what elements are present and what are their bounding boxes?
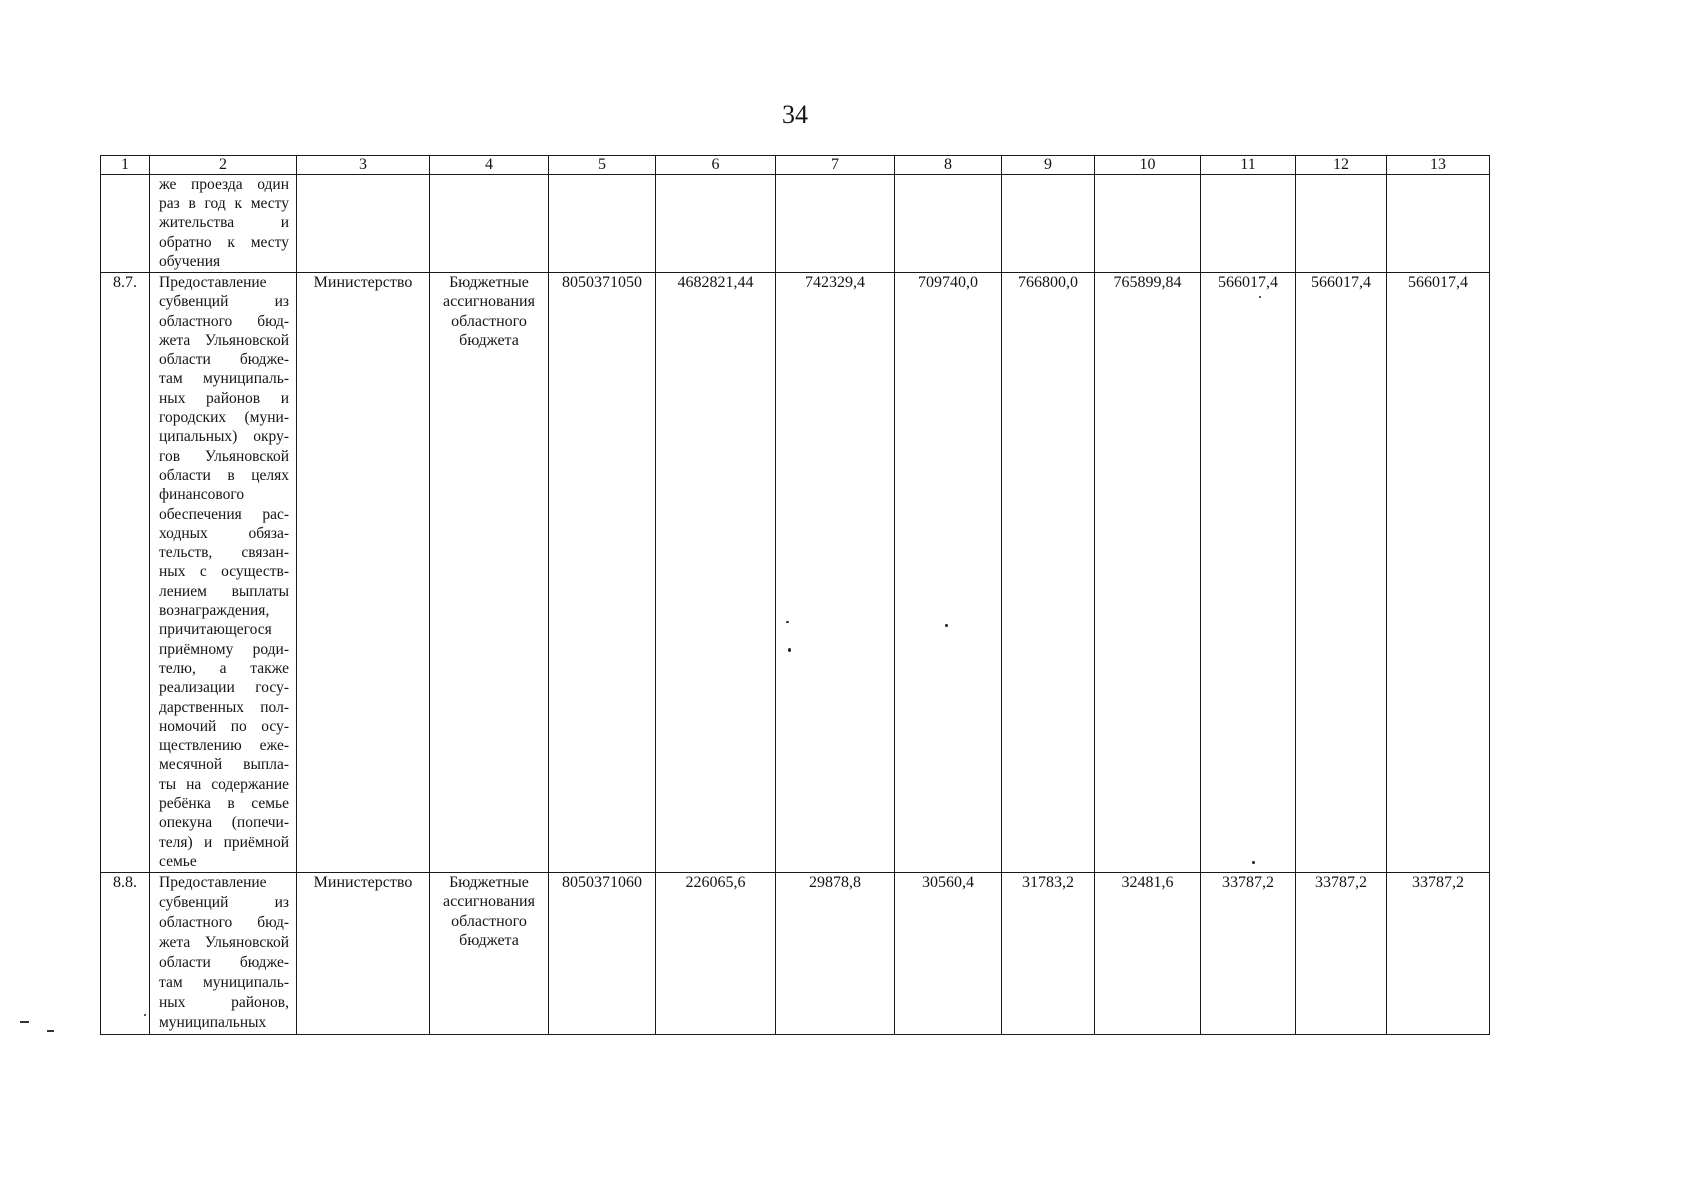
row-8-8-amount-col-13: 33787,2	[1387, 873, 1490, 1035]
header-col-9: 9	[1002, 155, 1095, 175]
row-continued-amount-col-10	[1095, 175, 1201, 273]
measure-name-line: жета Ульяновской	[159, 331, 289, 349]
measure-name-line: телю, а также	[159, 659, 289, 677]
measure-name-line: опекуна (попечи-	[159, 814, 289, 832]
scan-speck	[1252, 861, 1255, 864]
scan-speck	[1259, 296, 1261, 298]
row-8-7-code: 8050371050	[549, 273, 656, 873]
row-8-8-amount-col-10: 32481,6	[1095, 873, 1201, 1035]
measure-name-line: жета Ульяновской	[159, 934, 289, 951]
row-8-8-amount-col-8: 30560,4	[895, 873, 1002, 1035]
header-col-11: 11	[1201, 155, 1296, 175]
measure-name-line: семье	[159, 852, 197, 870]
measure-name-line: раз в год к месту	[159, 195, 289, 213]
measure-name-line: гов Ульяновской	[159, 447, 289, 465]
funding-source-line: ассигнования	[443, 293, 535, 311]
measure-name-line: дарственных пол-	[159, 698, 289, 716]
measure-name-line: Предоставление	[159, 274, 267, 291]
row-8-7-amount-col-13: 566017,4	[1387, 273, 1490, 873]
row-8-8-amount-col-6: 226065,6	[656, 873, 776, 1035]
scan-speck	[945, 624, 948, 627]
measure-name-line: теля) и приёмной	[159, 833, 289, 851]
scan-speck	[47, 1030, 54, 1032]
row-8-7-amount-col-7: 742329,4	[776, 273, 895, 873]
measure-name-line: области бюдже-	[159, 351, 289, 369]
measure-name-line: приёмному роди-	[159, 640, 289, 658]
scan-speck	[788, 648, 791, 652]
measure-name-line: лением выплаты	[159, 582, 289, 600]
measure-name-line: обучения	[159, 252, 221, 270]
measure-name-line: ципальных) окру-	[159, 428, 289, 446]
header-col-4: 4	[430, 155, 549, 175]
measure-name-line: ных районов,	[159, 994, 289, 1011]
row-8-8-amount-col-11: 33787,2	[1201, 873, 1296, 1035]
row-8-8-amount-col-7: 29878,8	[776, 873, 895, 1035]
scan-speck	[144, 1014, 146, 1016]
header-col-2: 2	[150, 155, 297, 175]
measure-name-line: финансового	[159, 486, 245, 504]
row-continued-amount-col-7	[776, 175, 895, 273]
row-8-7-amount-col-6: 4682821,44	[656, 273, 776, 873]
header-col-10: 10	[1095, 155, 1201, 175]
budget-table	[100, 155, 1490, 1035]
measure-name-line: областного бюд-	[159, 914, 289, 931]
measure-name-line: жительства и	[159, 214, 289, 232]
funding-source-line: Бюджетные	[449, 874, 529, 891]
funding-source-line: областного	[451, 312, 527, 330]
scan-speck	[786, 621, 789, 623]
measure-name-line: ных с осуществ-	[159, 563, 289, 581]
header-col-8: 8	[895, 155, 1002, 175]
row-8-7-executor: Министерство	[297, 273, 430, 873]
measure-name-line: городских (муни-	[159, 409, 289, 427]
row-8-7-amount-col-10: 765899,84	[1095, 273, 1201, 873]
funding-source-line: областного	[451, 912, 527, 930]
header-col-13: 13	[1387, 155, 1490, 175]
measure-name-line: причитающегося	[159, 621, 272, 639]
row-continued-code	[549, 175, 656, 273]
row-continued-amount-col-11	[1201, 175, 1296, 273]
row-8-8-executor: Министерство	[297, 873, 430, 1035]
measure-name-line: ребёнка в семье	[159, 795, 289, 813]
header-col-6: 6	[656, 155, 776, 175]
row-continued-executor	[297, 175, 430, 273]
header-col-12: 12	[1296, 155, 1387, 175]
measure-name-line: реализации госу-	[159, 679, 289, 697]
measure-name-line: субвенций из	[159, 293, 289, 311]
measure-name-line: там муниципаль-	[159, 370, 289, 388]
row-continued-measure-name	[150, 175, 297, 273]
row-continued-amount-col-12	[1296, 175, 1387, 273]
header-col-1: 1	[100, 155, 150, 175]
measure-name-line: Предоставление	[159, 874, 267, 891]
row-continued-number	[100, 175, 150, 273]
measure-name-line: области в целях	[159, 466, 289, 484]
row-continued-amount-col-8	[895, 175, 1002, 273]
row-continued-amount-col-9	[1002, 175, 1095, 273]
header-col-5: 5	[549, 155, 656, 175]
row-8-7-number: 8.7.	[100, 273, 150, 873]
row-8-8-funding-source	[430, 873, 549, 1035]
measure-name-line: обеспечения рас-	[159, 505, 289, 523]
row-continued-funding-source	[430, 175, 549, 273]
scan-speck	[20, 1021, 29, 1023]
funding-source-line: ассигнования	[443, 893, 535, 911]
row-continued-amount-col-6	[656, 175, 776, 273]
measure-name-line: муниципальных	[159, 1014, 267, 1031]
measure-name-line: месячной выпла-	[159, 756, 289, 774]
header-col-3: 3	[297, 155, 430, 175]
measure-name-line: тельств, связан-	[159, 544, 289, 562]
funding-source-line: бюджета	[459, 331, 519, 349]
measure-name-line: там муниципаль-	[159, 974, 289, 991]
measure-name-line: обратно к месту	[159, 233, 289, 251]
row-8-8-measure-name	[150, 873, 297, 1035]
measure-name-line: номочий по осу-	[159, 717, 289, 735]
row-8-8-code: 8050371060	[549, 873, 656, 1035]
row-8-7-measure-name	[150, 273, 297, 873]
page-number: 34	[782, 100, 808, 129]
row-8-7-amount-col-8: 709740,0	[895, 273, 1002, 873]
header-col-7: 7	[776, 155, 895, 175]
row-8-8-amount-col-12: 33787,2	[1296, 873, 1387, 1035]
measure-name-line: областного бюд-	[159, 312, 289, 330]
measure-name-line: области бюдже-	[159, 954, 289, 971]
row-8-7-amount-col-12: 566017,4	[1296, 273, 1387, 873]
funding-source-line: Бюджетные	[449, 274, 529, 291]
row-continued-amount-col-13	[1387, 175, 1490, 273]
row-8-7-funding-source	[430, 273, 549, 873]
row-8-8-amount-col-9: 31783,2	[1002, 873, 1095, 1035]
measure-name-line: же проезда один	[159, 176, 289, 193]
funding-source-line: бюджета	[459, 931, 519, 949]
row-8-7-amount-col-9: 766800,0	[1002, 273, 1095, 873]
measure-name-line: субвенций из	[159, 894, 289, 911]
measure-name-line: ходных обяза-	[159, 524, 289, 542]
measure-name-line: ществлению еже-	[159, 737, 289, 755]
row-8-8-number: 8.8.	[100, 873, 150, 1035]
measure-name-line: ных районов и	[159, 389, 289, 407]
measure-name-line: ты на содержание	[159, 775, 289, 793]
measure-name-line: вознаграждения,	[159, 602, 270, 620]
row-8-7-amount-col-11: 566017,4	[1201, 273, 1296, 873]
